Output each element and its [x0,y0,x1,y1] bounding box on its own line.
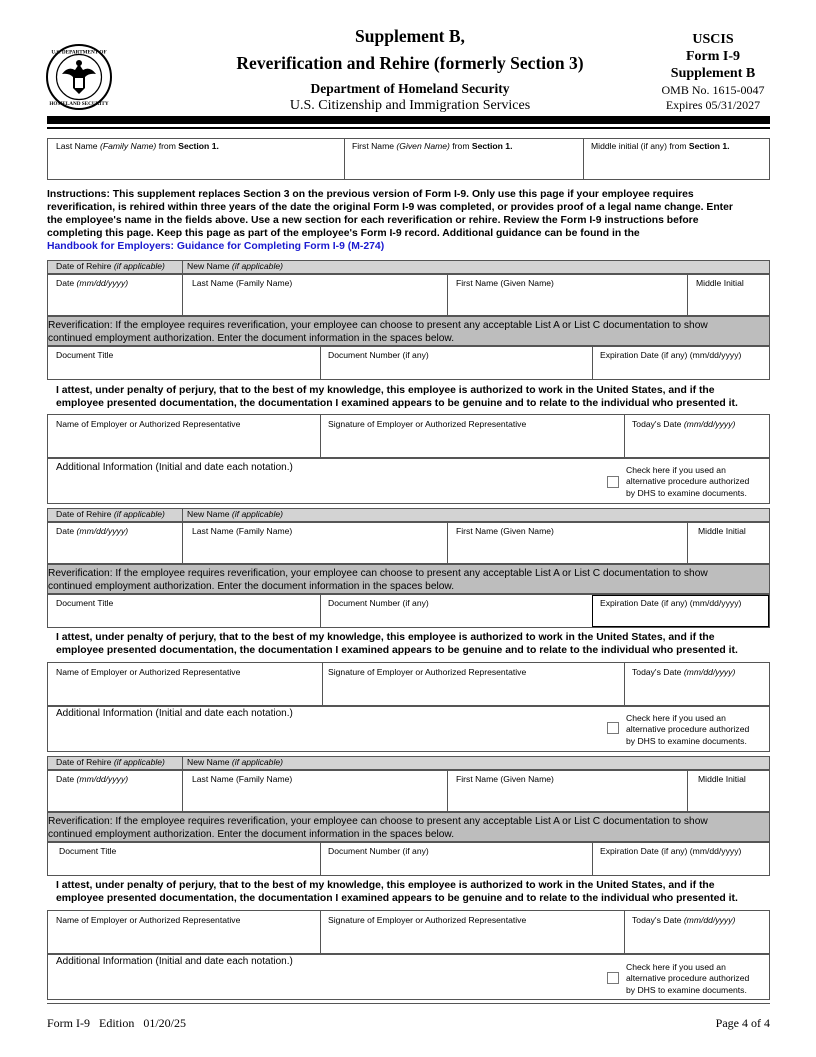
alt-procedure-checkbox[interactable] [607,972,619,984]
new-middle-initial-field[interactable]: Middle Initial [698,526,746,536]
alt-procedure-checkbox[interactable] [607,722,619,734]
header-rule-thick [47,116,770,124]
date-of-rehire-label: Date of Rehire (if applicable) [56,509,165,519]
additional-info-field[interactable]: Additional Information (Initial and date each notation.) [56,708,293,719]
employer-name-field[interactable]: Name of Employer or Authorized Representative [56,667,241,677]
additional-info-field[interactable]: Additional Information (Initial and date each notation.) [56,956,293,967]
expiration: Expires 05/31/2027 [665,98,761,112]
middle-initial-field[interactable]: Middle initial (if any) from Section 1. [591,141,730,151]
header-rule-thin [47,127,770,129]
new-first-name-field[interactable]: First Name (Given Name) [456,526,554,536]
todays-date-field[interactable]: Today's Date (mm/dd/yyyy) [632,419,736,429]
document-number-field[interactable]: Document Number (if any) [328,350,429,360]
rehire-date-field[interactable]: Date (mm/dd/yyyy) [56,278,129,288]
date-of-rehire-label: Date of Rehire (if applicable) [56,757,165,767]
expiration-date-field[interactable]: Expiration Date (if any) (mm/dd/yyyy) [600,598,742,608]
new-first-name-field[interactable]: First Name (Given Name) [456,774,554,784]
alt-procedure-label: Check here if you used an alternative procedure authorized by DHS to examine documents. [626,713,750,746]
todays-date-field[interactable]: Today's Date (mm/dd/yyyy) [632,915,736,925]
form-name: Form I-9 [685,49,741,64]
reverification-instructions: Reverification: If the employee requires reverification, your employee can choose to present any acceptable List A or List C documentation to show continued employment authorization. Enter the document information in the spaces below. [48,816,708,840]
new-first-name-field[interactable]: First Name (Given Name) [456,278,554,288]
svg-text:U.S. DEPARTMENT OF: U.S. DEPARTMENT OF [51,49,107,56]
first-name-field[interactable]: First Name (Given Name) from Section 1. [352,141,513,151]
department-name: Department of Homeland Security [310,81,510,96]
divider [583,138,584,180]
expiration-date-field[interactable]: Expiration Date (if any) (mm/dd/yyyy) [600,846,742,856]
svg-text:HOMELAND SECURITY: HOMELAND SECURITY [49,101,109,107]
attestation-text: I attest, under penalty of perjury, that to the best of my knowledge, this employee is authorized to work in the United States, and if the employee presented documentation, the documentation I examined appears to be genuine and to relate to the individual who presented it. [56,632,738,656]
expiration-date-field[interactable]: Expiration Date (if any) (mm/dd/yyyy) [600,350,742,360]
form-subtitle: Reverification and Rehire (formerly Section 3) [236,53,584,73]
new-middle-initial-field[interactable]: Middle Initial [698,774,746,784]
new-last-name-field[interactable]: Last Name (Family Name) [192,278,293,288]
divider [344,138,345,180]
employer-signature-field[interactable]: Signature of Employer or Authorized Representative [328,419,527,429]
additional-info-field[interactable]: Additional Information (Initial and date each notation.) [56,462,293,473]
rehire-date-field[interactable]: Date (mm/dd/yyyy) [56,526,129,536]
supplement-name: Supplement B [670,66,756,81]
document-title-field[interactable]: Document Title [56,598,114,608]
alt-procedure-checkbox[interactable] [607,476,619,488]
reverification-instructions: Reverification: If the employee requires reverification, your employee can choose to present any acceptable List A or List C documentation to show continued employment authorization. Enter the document information in the spaces below. [48,320,708,344]
employer-name-field[interactable]: Name of Employer or Authorized Representative [56,915,241,925]
employer-signature-field[interactable]: Signature of Employer or Authorized Representative [328,667,527,677]
form-title: Supplement B, [355,26,465,46]
attestation-text: I attest, under penalty of perjury, that to the best of my knowledge, this employee is authorized to work in the United States, and if the employee presented documentation, the documentation I examined appears to be genuine and to relate to the individual who presented it. [56,385,738,409]
footer-rule [47,1003,770,1004]
date-of-rehire-label: Date of Rehire (if applicable) [56,261,165,271]
alt-procedure-label: Check here if you used an alternative procedure authorized by DHS to examine documents. [626,465,750,498]
new-name-label: New Name (if applicable) [187,509,284,519]
dhs-seal-icon [46,44,112,110]
reverification-instructions: Reverification: If the employee requires reverification, your employee can choose to present any acceptable List A or List C documentation to show continued employment authorization. Enter the document information in the spaces below. [48,568,708,592]
new-last-name-field[interactable]: Last Name (Family Name) [192,526,293,536]
employer-name-field[interactable]: Name of Employer or Authorized Representative [56,419,241,429]
new-middle-initial-field[interactable]: Middle Initial [696,278,744,288]
document-number-field[interactable]: Document Number (if any) [328,598,429,608]
last-name-field[interactable]: Last Name (Family Name) from Section 1. [56,141,219,151]
new-last-name-field[interactable]: Last Name (Family Name) [192,774,293,784]
page-number: Page 4 of 4 [715,1016,770,1030]
new-name-label: New Name (if applicable) [187,757,284,767]
agency-name: U.S. Citizenship and Immigration Services [289,98,531,113]
document-title-field[interactable]: Document Title [56,350,114,360]
rehire-date-field[interactable]: Date (mm/dd/yyyy) [56,774,129,784]
alt-procedure-label: Check here if you used an alternative procedure authorized by DHS to examine documents. [626,962,750,995]
document-title-field[interactable]: Document Title [59,846,117,856]
new-name-label: New Name (if applicable) [187,261,284,271]
instructions: Instructions: This supplement replaces Section 3 on the previous version of Form I-9. Only use this page if your employee requires reverification, is rehired within three years of the date the original Form I-9 was completed, or provides proof of a legal name change. Enter the employee's name in the fields above. Use a new section for each reverification or rehire. Review the Form I-9 instructions before completing this page. Keep this page as part of the employee's Form I-9 record. Additional guidance can be found in the Handbook for Employers: Guidance for Completing Form I-9 (M-274) [47,189,733,252]
attestation-text: I attest, under penalty of perjury, that to the best of my knowledge, this employee is authorized to work in the United States, and if the employee presented documentation, the documentation I examined appears to be genuine and to relate to the individual who presented it. [56,880,738,904]
document-number-field[interactable]: Document Number (if any) [328,846,429,856]
employer-signature-field[interactable]: Signature of Employer or Authorized Representative [328,915,527,925]
handbook-link[interactable]: Handbook for Employers: Guidance for Completing Form I-9 (M-274) [47,241,385,252]
form-edition: Form I-9 Edition 01/20/25 [47,1016,186,1030]
todays-date-field[interactable]: Today's Date (mm/dd/yyyy) [632,667,736,677]
omb-number: OMB No. 1615-0047 [661,83,765,97]
agency-short: USCIS [692,32,734,47]
